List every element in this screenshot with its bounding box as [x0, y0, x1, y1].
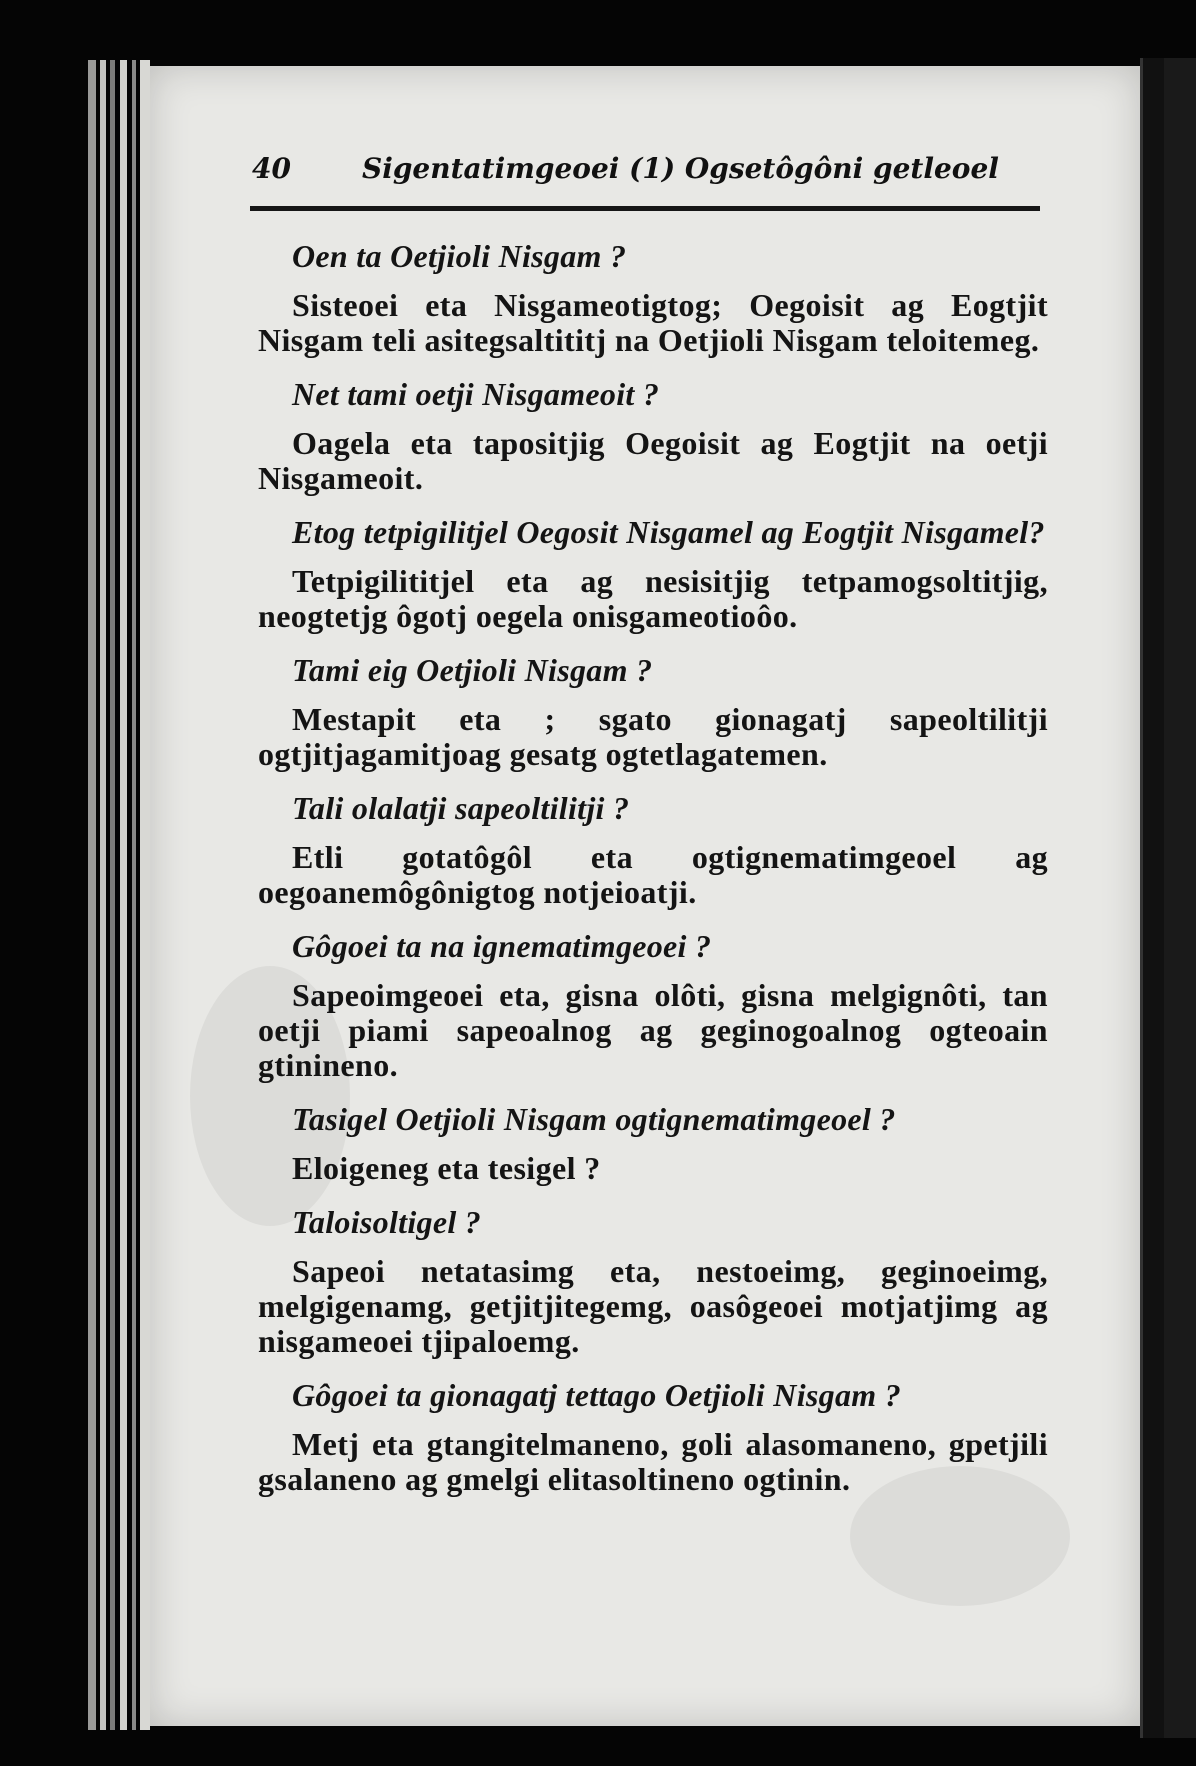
- running-title: Sigentatimgeoei (1) Ogsetôgôni getleoel: [362, 152, 999, 185]
- page-edge: [132, 60, 136, 1730]
- question: Net tami oetji Nisgameoit ?: [292, 376, 660, 412]
- answer: Etli gotatôgôl eta ogtignematimgeoel ag oegoanemôgônigtog notjeioatji.: [258, 839, 1048, 910]
- question: Gôgoei ta gionagatj tettago Oetjioli Nisgam ?: [292, 1377, 902, 1413]
- answer: Sapeoimgeoei eta, gisna olôti, gisna melgignôti, tan oetji piami sapeoalnog ag geginogoalnog ogteoain gtinineno.: [258, 977, 1048, 1083]
- answer: Sapeoi netatasimg eta, nestoeimg, geginoeimg, melgigenamg, getjitjitegemg, oasôgeoei motjatjimg ag nisgameoei tjipaloemg.: [258, 1253, 1048, 1359]
- book-spine-shadow: [1164, 58, 1196, 1738]
- page-edge: [88, 60, 96, 1730]
- page-edge: [140, 60, 150, 1730]
- question: Etog tetpigilitjel Oegosit Nisgamel ag Eogtjit Nisgamel?: [292, 514, 1045, 550]
- answer: Eloigeneg eta tesigel ?: [292, 1150, 601, 1186]
- answer: Oagela eta tapositjig Oegoisit ag Eogtjit na oetji Nisgameoit.: [258, 425, 1048, 496]
- page-edge: [120, 60, 127, 1730]
- question: Taloisoltigel ?: [292, 1204, 482, 1240]
- running-header: [252, 152, 1038, 196]
- answer: Sisteoei eta Nisgameotigtog; Oegoisit ag Eogtjit Nisgam teli asitegsaltititj na Oetjioli Nisgam teloitemeg.: [258, 287, 1048, 358]
- page-number: 40: [252, 152, 291, 185]
- question: Tali olalatji sapeoltilitji ?: [292, 790, 630, 826]
- answer: Tetpigilititjel eta ag nesisitjig tetpamogsoltitjig, neogtetjg ôgotj oegela onisgameotioôo.: [258, 563, 1048, 634]
- question: Tasigel Oetjioli Nisgam ogtignematimgeoel ?: [292, 1101, 896, 1137]
- question: Tami eig Oetjioli Nisgam ?: [292, 652, 653, 688]
- catechism-text: [258, 238, 1048, 1515]
- question: Gôgoei ta na ignematimgeoei ?: [292, 928, 712, 964]
- answer: Metj eta gtangitelmaneno, goli alasomaneno, gpetjili gsalaneno ag gmelgi elitasoltineno ogtinin.: [258, 1426, 1048, 1497]
- header-rule: [250, 206, 1040, 211]
- answer: Mestapit eta ; sgato gionagatj sapeoltilitji ogtjitjagamitjoag gesatg ogtetlagatemen.: [258, 701, 1048, 772]
- page-edge: [100, 60, 106, 1730]
- page-edge: [110, 60, 115, 1730]
- question: Oen ta Oetjioli Nisgam ?: [292, 238, 627, 274]
- book-spine: [1140, 58, 1167, 1738]
